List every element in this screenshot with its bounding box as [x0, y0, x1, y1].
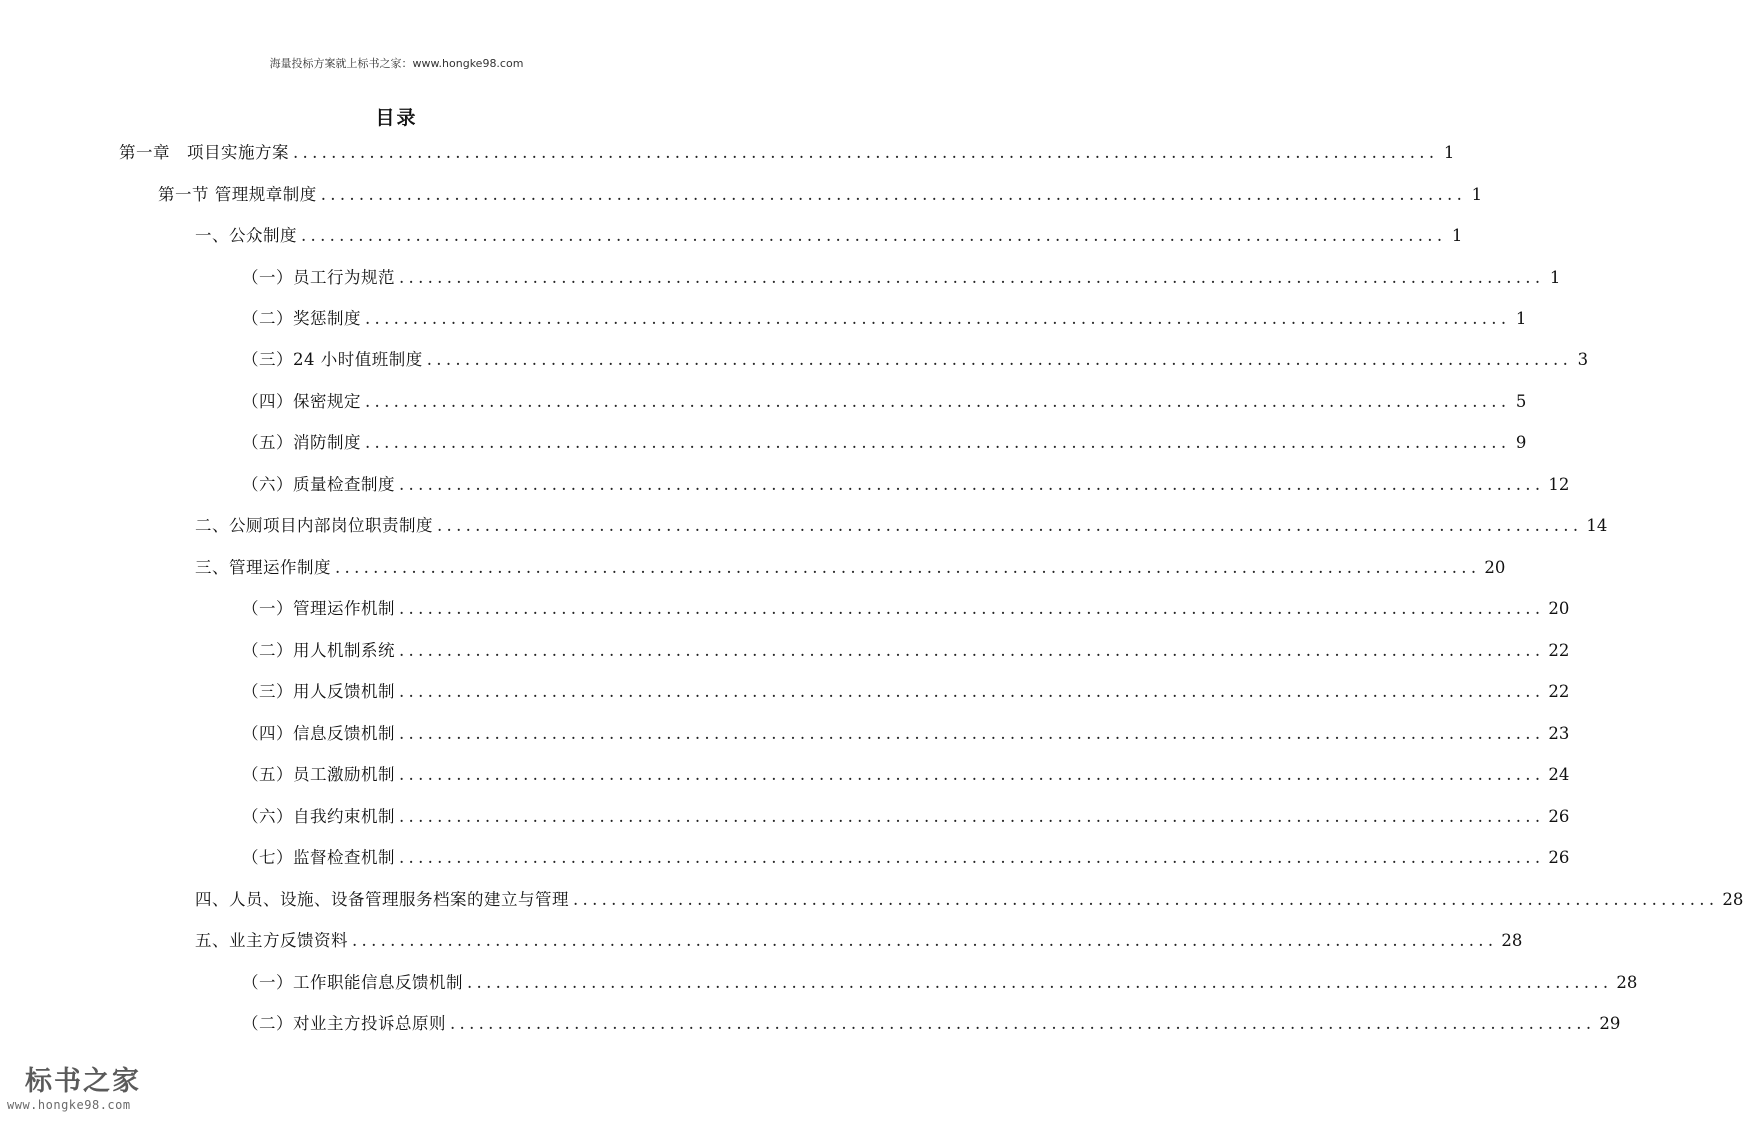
- dot-leader: ........................................................................................................................: [399, 599, 1545, 618]
- toc-entry-label: （二）用人机制系统: [242, 641, 395, 660]
- dot-leader: ........................................................................................................................: [450, 1014, 1596, 1033]
- toc-entry-page: 29: [1599, 1014, 1621, 1033]
- toc-entry-item[interactable]: [195, 555, 1506, 581]
- toc-entry-label: （六）质量检查制度: [242, 475, 395, 494]
- dot-leader: ........................................................................................................................: [365, 392, 1511, 411]
- toc-entry-label: （三）用人反馈机制: [242, 682, 395, 701]
- toc-entry-section-1[interactable]: [158, 182, 1483, 208]
- toc-entry-page: 24: [1548, 765, 1570, 784]
- toc-entry-page: 1: [1443, 143, 1455, 162]
- toc-entry-page: 3: [1577, 350, 1589, 369]
- toc-entry-label: （三）24 小时值班制度: [242, 350, 423, 369]
- toc-entry-label: （四）保密规定: [242, 392, 361, 411]
- toc-entry-page: 1: [1451, 226, 1463, 245]
- toc-entry-subitem[interactable]: [242, 845, 1570, 871]
- toc-entry-subitem[interactable]: [242, 306, 1527, 332]
- dot-leader: ........................................................................................................................: [399, 765, 1545, 784]
- toc-entry-label: （五）员工激励机制: [242, 765, 395, 784]
- toc-entry-subitem[interactable]: [242, 762, 1570, 788]
- toc-entry-page: 20: [1484, 558, 1506, 577]
- dot-leader: ........................................................................................................................: [365, 433, 1511, 452]
- toc-entry-subitem[interactable]: [242, 679, 1570, 705]
- toc-entry-label: （七）监督检查机制: [242, 848, 395, 867]
- footer-logo: [3, 1066, 163, 1116]
- toc-entry-item[interactable]: [195, 887, 1743, 913]
- toc-entry-page: 26: [1548, 848, 1570, 867]
- dot-leader: ........................................................................................................................: [573, 890, 1719, 909]
- toc-entry-label: （一）管理运作机制: [242, 599, 395, 618]
- toc-entry-label: （四）信息反馈机制: [242, 724, 395, 743]
- toc-entry-label: 二、公厕项目内部岗位职责制度: [195, 516, 433, 535]
- toc-entry-subitem[interactable]: [242, 596, 1570, 622]
- toc-entry-subitem[interactable]: [242, 638, 1570, 664]
- dot-leader: ........................................................................................................................: [399, 724, 1545, 743]
- dot-leader: ........................................................................................................................: [399, 848, 1545, 867]
- toc-entry-page: 1: [1471, 185, 1483, 204]
- toc-entry-item[interactable]: [195, 513, 1608, 539]
- dot-leader: ........................................................................................................................: [437, 516, 1583, 535]
- toc-entry-page: 28: [1722, 890, 1743, 909]
- toc-entry-subitem[interactable]: [242, 265, 1561, 291]
- toc-entry-subitem[interactable]: [242, 721, 1570, 747]
- toc-entry-chapter-1[interactable]: [119, 140, 1455, 166]
- toc-entry-subitem[interactable]: [242, 430, 1527, 456]
- toc-entry-subitem[interactable]: [242, 472, 1570, 498]
- toc-entry-page: 26: [1548, 807, 1570, 826]
- dot-leader: ........................................................................................................................: [335, 558, 1481, 577]
- toc-entry-page: 5: [1515, 392, 1527, 411]
- toc-entry-item[interactable]: [195, 928, 1523, 954]
- toc-entry-label: 五、业主方反馈资料: [195, 931, 348, 950]
- dot-leader: ........................................................................................................................: [467, 973, 1613, 992]
- dot-leader: ........................................................................................................................: [399, 641, 1545, 660]
- dot-leader: ........................................................................................................................: [426, 350, 1573, 369]
- toc-entry-page: 28: [1501, 931, 1523, 950]
- dot-leader: ........................................................................................................................: [365, 309, 1511, 328]
- dot-leader: ........................................................................................................................: [301, 226, 1447, 245]
- toc-entry-page: 20: [1548, 599, 1570, 618]
- dot-leader: ........................................................................................................................: [399, 268, 1545, 287]
- dot-leader: ........................................................................................................................: [399, 807, 1545, 826]
- logo-brand: 标书之家: [25, 1066, 141, 1097]
- logo-url: www.hongke98.com: [7, 1098, 131, 1112]
- page-header: 海量投标方案就上标书之家：www.hongke98.com: [269, 57, 524, 70]
- toc-entry-page: 22: [1548, 682, 1570, 701]
- toc-entry-item[interactable]: [195, 223, 1463, 249]
- dot-leader: ........................................................................................................................: [399, 682, 1545, 701]
- toc-entry-subitem[interactable]: [242, 970, 1638, 996]
- toc-entry-page: 1: [1515, 309, 1527, 328]
- toc-entry-subitem[interactable]: [242, 389, 1527, 415]
- toc-entry-label: 四、人员、设施、设备管理服务档案的建立与管理: [195, 890, 569, 909]
- toc-entry-label: 第一章 项目实施方案: [119, 143, 289, 162]
- toc-entry-page: 22: [1548, 641, 1570, 660]
- toc-entry-subitem[interactable]: [242, 804, 1570, 830]
- toc-entry-page: 14: [1586, 516, 1608, 535]
- toc-entry-label: （一）员工行为规范: [242, 268, 395, 287]
- toc-entry-subitem[interactable]: [242, 1011, 1621, 1037]
- toc-entry-page: 1: [1549, 268, 1561, 287]
- toc-entry-label: （五）消防制度: [242, 433, 361, 452]
- toc-title: 目录: [375, 107, 418, 129]
- toc-entry-label: （二）奖惩制度: [242, 309, 361, 328]
- toc-entry-label: 一、公众制度: [195, 226, 297, 245]
- dot-leader: ........................................................................................................................: [352, 931, 1498, 950]
- toc-entry-page: 28: [1616, 973, 1638, 992]
- toc-entry-page: 9: [1515, 433, 1527, 452]
- toc-entry-subitem[interactable]: [242, 347, 1589, 373]
- toc-entry-label: （六）自我约束机制: [242, 807, 395, 826]
- dot-leader: ........................................................................................................................: [399, 475, 1545, 494]
- toc-entry-page: 12: [1548, 475, 1570, 494]
- dot-leader: ........................................................................................................................: [293, 143, 1439, 162]
- toc-entry-label: 三、管理运作制度: [195, 558, 331, 577]
- dot-leader: ........................................................................................................................: [320, 185, 1467, 204]
- toc-entry-label: （一）工作职能信息反馈机制: [242, 973, 463, 992]
- toc-entry-page: 23: [1548, 724, 1570, 743]
- toc-entry-label: （二）对业主方投诉总原则: [242, 1014, 446, 1033]
- toc-entry-label: 第一节 管理规章制度: [158, 185, 317, 204]
